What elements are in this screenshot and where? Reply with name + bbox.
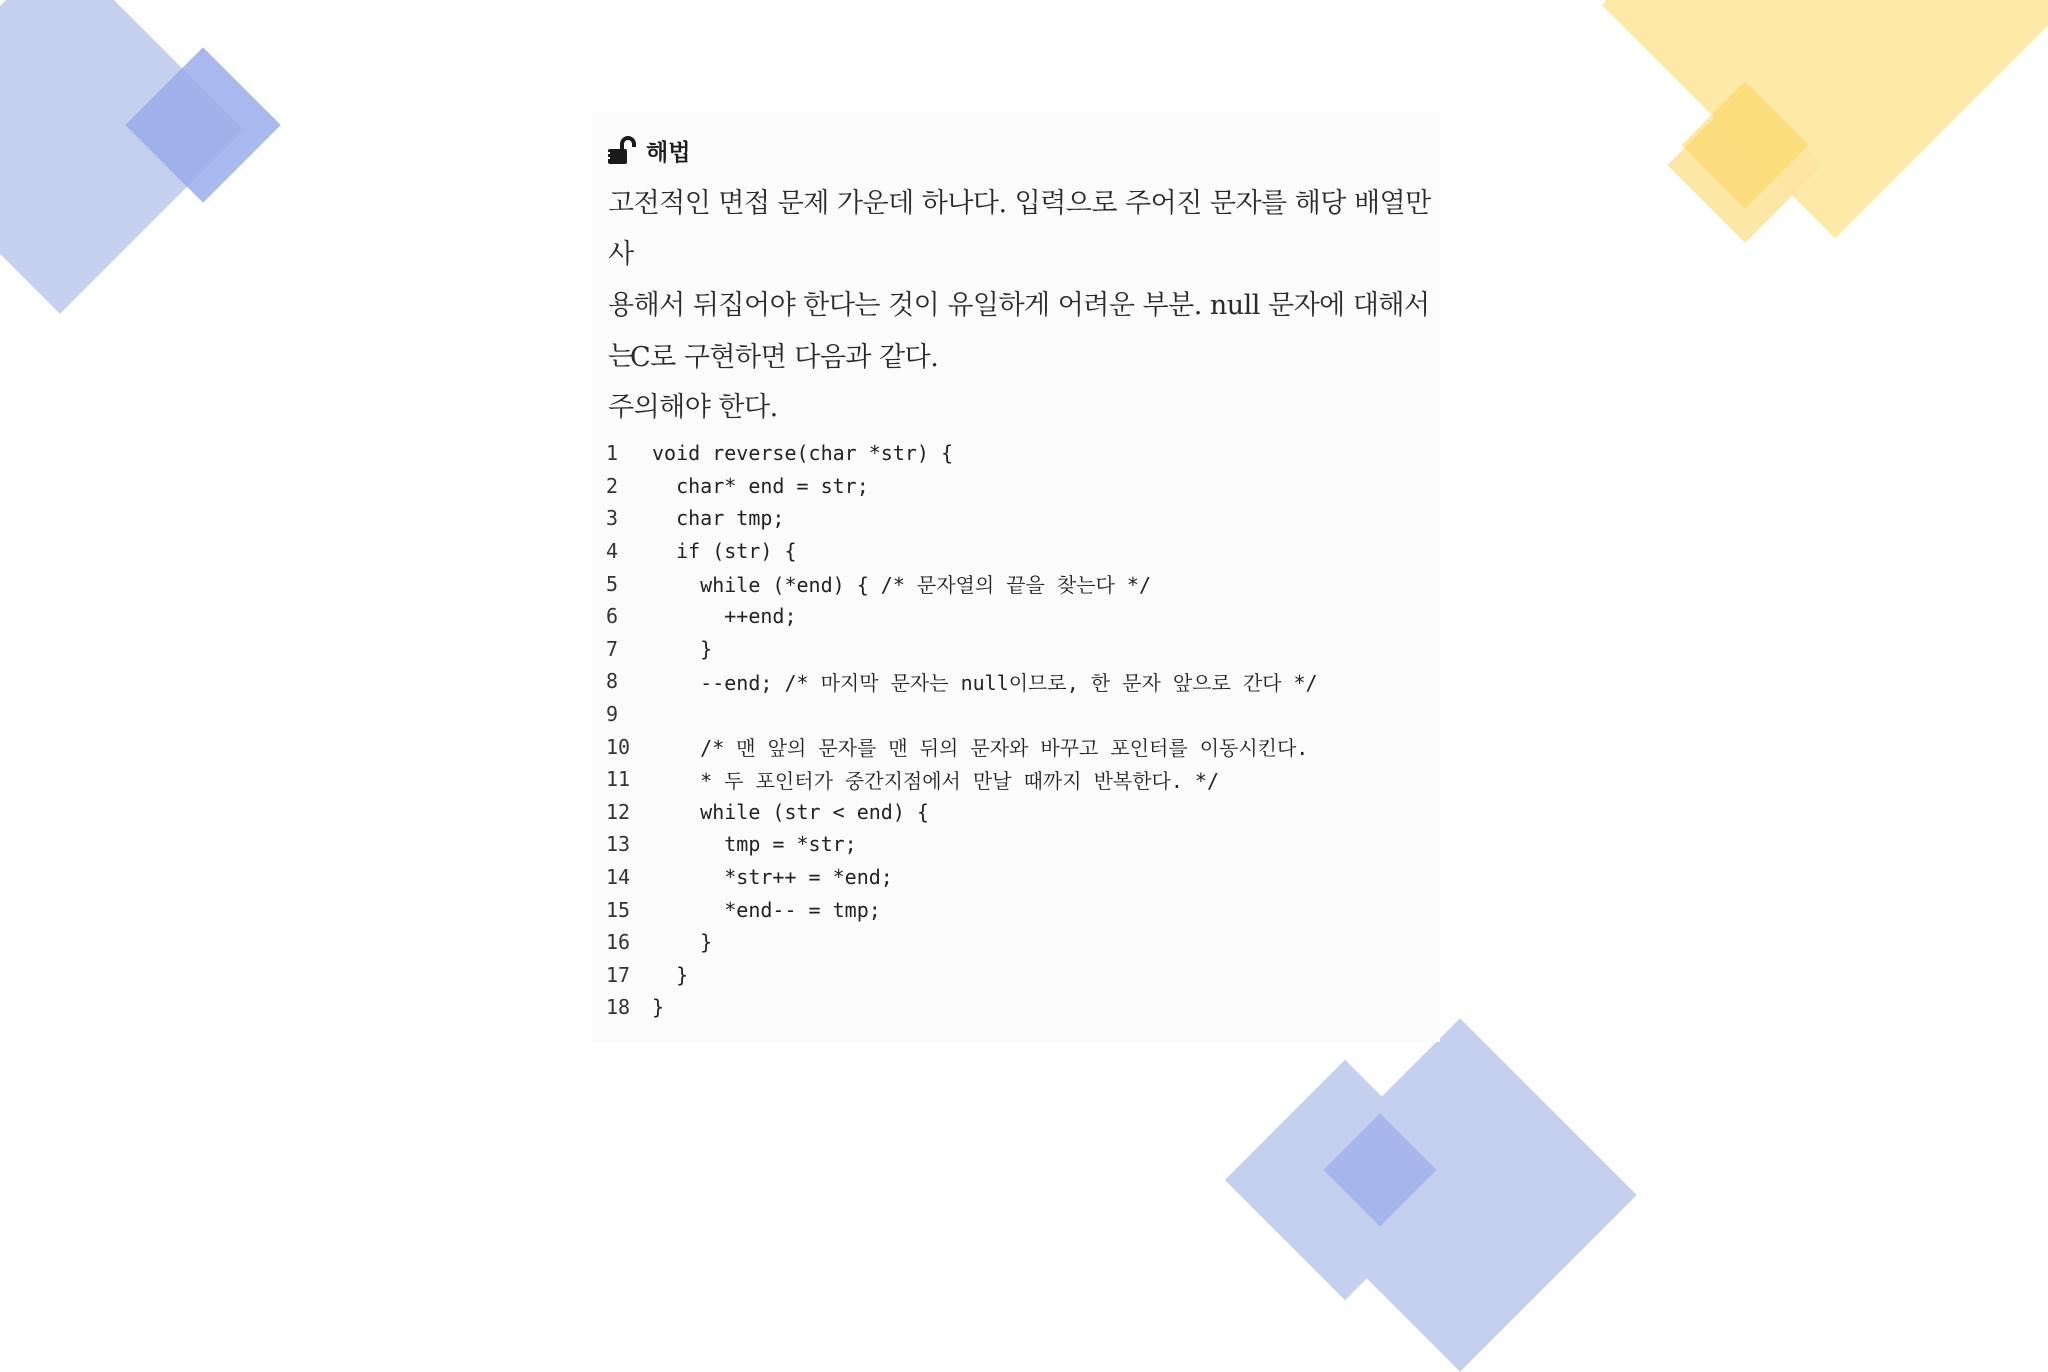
code-text: }: [652, 930, 713, 955]
line-number: 11: [606, 767, 631, 792]
code-line: [606, 796, 1436, 829]
code-text: ++end;: [652, 604, 797, 629]
line-number: 13: [606, 832, 631, 857]
line-number: 9: [606, 702, 619, 727]
code-text: while (*end) { /* 문자열의 끝을 찾는다 */: [652, 573, 1151, 598]
decorative-yellow-diamond: [1602, 0, 2048, 238]
code-line: [606, 535, 1436, 568]
code-line: [606, 600, 1436, 633]
code-line: [606, 959, 1436, 992]
code-line: [606, 861, 1436, 894]
code-text: while (str < end) {: [652, 799, 929, 824]
code-text: *str++ = *end;: [652, 865, 893, 890]
code-text: /* 맨 앞의 문자를 맨 뒤의 문자와 바꾸고 포인터를 이동시킨다.: [652, 736, 1309, 761]
code-line: [606, 633, 1436, 666]
line-number: 5: [606, 571, 619, 596]
line-number: 2: [606, 473, 619, 498]
unlock-icon: [606, 136, 640, 166]
code-line: [606, 828, 1436, 861]
implementation-paragraph: C로 구현하면 다음과 같다.: [630, 342, 939, 373]
code-line: [606, 502, 1436, 535]
code-line: [606, 698, 1436, 731]
document-page: [592, 112, 1440, 1042]
line-number: 16: [606, 930, 631, 955]
line-number: 8: [606, 669, 619, 694]
code-line: [606, 763, 1436, 796]
line-number: 18: [606, 995, 631, 1020]
intro-line-3: 주의해야 한다.: [608, 392, 778, 423]
line-number: 14: [606, 865, 631, 890]
line-number: 6: [606, 604, 619, 629]
code-line: [606, 926, 1436, 959]
code-line: [606, 893, 1436, 926]
code-text: * 두 포인터가 중간지점에서 만날 때까지 반복한다. */: [652, 768, 1220, 793]
code-text: if (str) {: [652, 539, 797, 564]
code-text: }: [652, 962, 689, 987]
line-number: 15: [606, 897, 631, 922]
line-number: 4: [606, 539, 619, 564]
code-line: [606, 567, 1436, 600]
line-number: 7: [606, 636, 619, 661]
intro-paragraph: [608, 178, 1438, 433]
code-line: [606, 437, 1436, 470]
code-line: [606, 730, 1436, 763]
code-text: char tmp;: [652, 506, 785, 531]
line-number: 12: [606, 799, 631, 824]
code-text: *end-- = tmp;: [652, 897, 881, 922]
section-title: 해법: [646, 140, 691, 166]
intro-line-1: 고전적인 면접 문제 가운데 하나다. 입력으로 주어진 문자를 해당 배열만 사: [608, 188, 1431, 270]
line-number: 1: [606, 441, 619, 466]
line-number: 17: [606, 962, 631, 987]
code-line: [606, 470, 1436, 503]
section-heading: [606, 134, 690, 167]
code-text: tmp = *str;: [652, 832, 857, 857]
code-line: [606, 991, 1436, 1024]
code-text: }: [652, 995, 665, 1020]
line-number: 10: [606, 734, 631, 759]
code-text: void reverse(char *str) {: [652, 441, 954, 466]
line-number: 3: [606, 506, 619, 531]
code-line: [606, 665, 1436, 698]
code-listing: [606, 437, 1436, 1024]
code-text: --end; /* 마지막 문자는 null이므로, 한 문자 앞으로 간다 */: [652, 670, 1318, 695]
intro-line-2: 용해서 뒤집어야 한다는 것이 유일하게 어려운 부분. null 문자에 대해서는: [608, 290, 1430, 372]
code-text: }: [652, 636, 713, 661]
code-text: char* end = str;: [652, 473, 869, 498]
